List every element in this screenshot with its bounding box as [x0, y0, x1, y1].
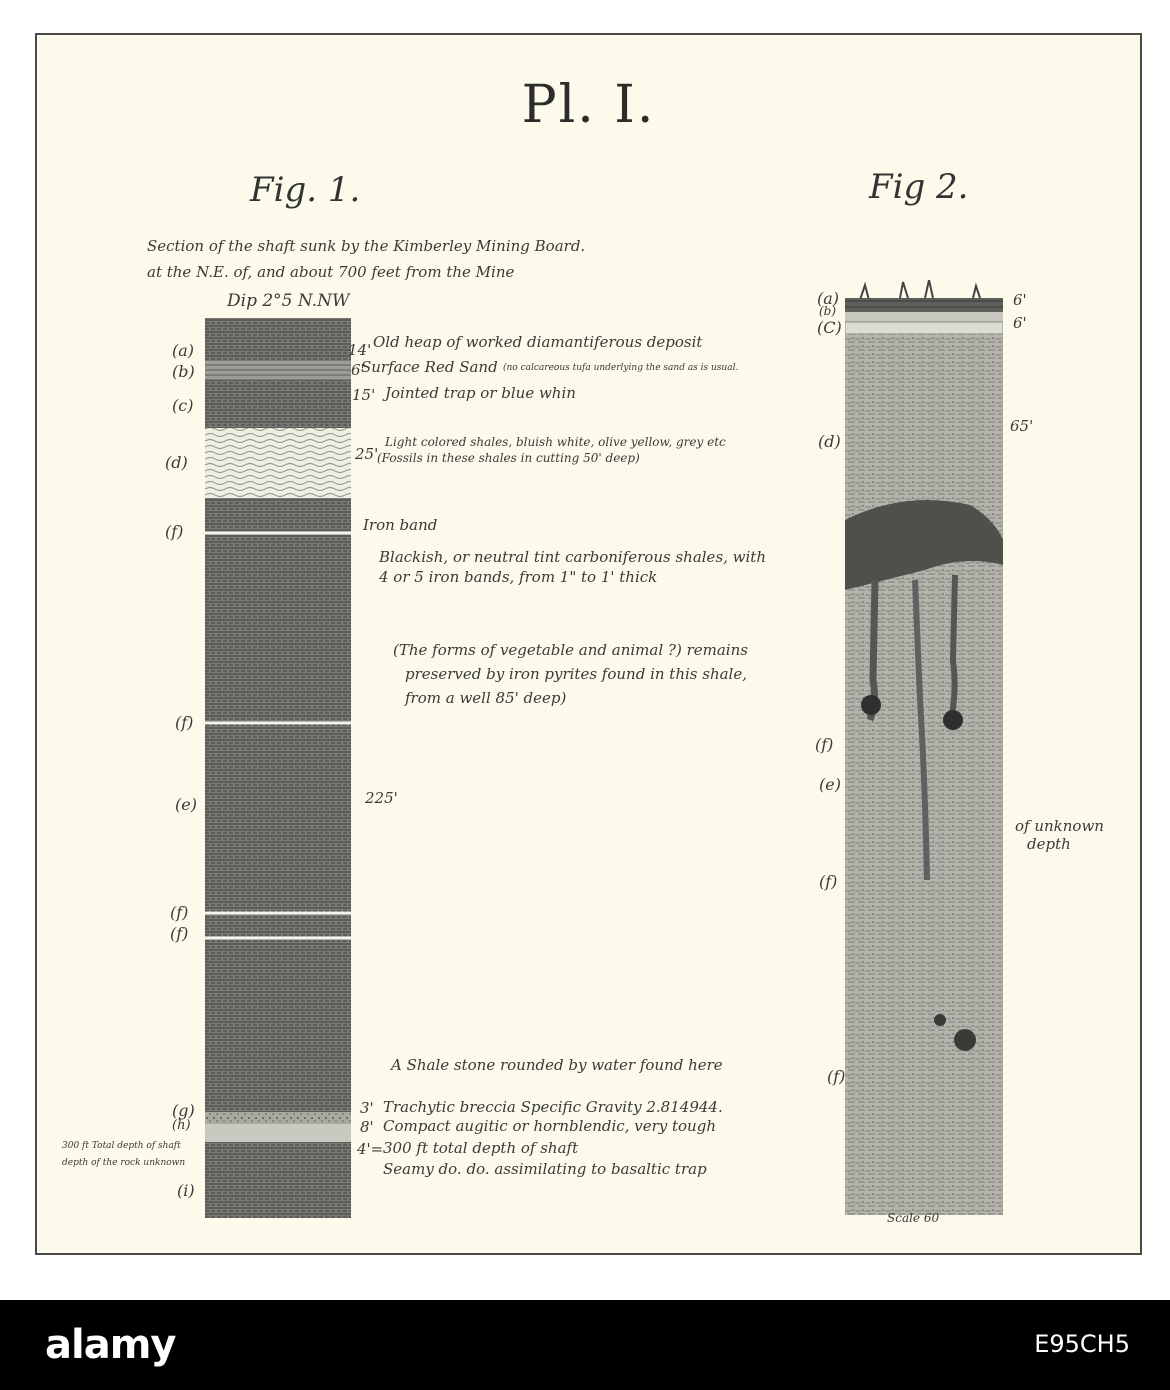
fig2-thickness-b: 6' [1013, 314, 1027, 332]
fig1-desc-b: Surface Red Sand [361, 358, 498, 376]
fig1-layer-b [205, 360, 351, 380]
fig2-unknown-depth-line2: depth [1027, 835, 1071, 853]
fig1-desc-iron-band: Iron band [363, 516, 438, 534]
fig1-thickness-i: 4'= [357, 1140, 384, 1158]
fig1-left-note-1: 300 ft Total depth of shaft [62, 1141, 181, 1151]
fig1-layer-shales [205, 498, 351, 1112]
plate-title: Pl. I. [521, 75, 656, 135]
fig1-label-b: (b) [172, 362, 195, 381]
fig1-desc-i-line2: Seamy do. do. assimilating to basaltic trap [383, 1160, 707, 1178]
fig1-thickness-g: 3' [360, 1099, 374, 1117]
fig1-thickness-e: 225' [365, 789, 398, 807]
fig2-label-e: (e) [819, 775, 841, 794]
fig1-label-c: (c) [172, 396, 194, 415]
fig1-desc-g: Trachytic breccia Specific Gravity 2.814944. [383, 1098, 723, 1116]
fig2-column [845, 280, 1003, 1215]
fig2-nodule-4 [934, 1014, 946, 1026]
fig1-layer-g [205, 1112, 351, 1124]
fig2-nodule-3 [954, 1029, 976, 1051]
fig2-label-a: (a) [817, 289, 840, 308]
fig1-desc-d-line1: Light colored shales, bluish white, olive yellow, grey etc [385, 435, 726, 449]
fig1-label-i: (i) [177, 1181, 195, 1200]
fig1-label-f4: (f) [170, 924, 189, 943]
fig2-layer-a [845, 298, 1003, 312]
fig1-desc-a: Old heap of worked diamantiferous deposit [373, 333, 703, 351]
fig1-label-f1: (f) [165, 522, 184, 541]
fig2-title: Fig 2. [869, 167, 969, 207]
fig2-label-f1: (f) [815, 735, 834, 754]
fig1-desc-b-note: (no calcareous tufa underlying the sand as is usual. [503, 363, 739, 373]
fig2-label-d: (d) [818, 432, 841, 451]
fig1-thickness-d: 25' [355, 445, 379, 463]
fig2-layer-b [845, 312, 1003, 322]
alamy-logo: alamy [45, 1322, 176, 1368]
fig1-desc-black-line2: 4 or 5 iron bands, from 1" to 1' thick [379, 568, 658, 586]
fig1-desc-stone: A Shale stone rounded by water found here [391, 1056, 723, 1074]
fig1-caption-line2: at the N.E. of, and about 700 feet from the Mine [147, 263, 515, 281]
fig1-desc-h: Compact augitic or hornblendic, very tough [383, 1117, 716, 1135]
fig1-left-note-2: depth of the rock unknown [62, 1158, 186, 1168]
fig2-nodule-2 [943, 710, 963, 730]
plate [35, 33, 1142, 1255]
fig2-thickness-a: 6' [1013, 291, 1027, 309]
fig1-label-g: (g) [172, 1101, 195, 1120]
fig1-desc-i-line1: 300 ft total depth of shaft [383, 1139, 579, 1157]
fig2-layer-c [845, 322, 1003, 334]
fig1-label-a: (a) [172, 341, 195, 360]
fig1-column [205, 318, 351, 1218]
fig1-layer-i [205, 1142, 351, 1218]
fig1-label-e: (e) [175, 795, 197, 814]
fig2-grass-tufts [860, 280, 980, 300]
fig1-layer-a [205, 318, 351, 360]
fig1-title: Fig. 1. [250, 170, 361, 210]
fig1-thickness-h: 8' [360, 1118, 374, 1136]
fig1-layer-h [205, 1124, 351, 1142]
fig1-desc-d-line2: (Fossils in these shales in cutting 50' deep) [377, 451, 640, 465]
fig1-desc-c: Jointed trap or blue whin [385, 384, 576, 402]
fig1-thickness-c: 15' [352, 386, 376, 404]
fig1-caption-line3: Dip 2°5 N.NW [227, 291, 350, 311]
fig2-label-f3: (f) [827, 1067, 846, 1086]
fig2-thickness-d: 65' [1010, 417, 1034, 435]
fig1-thickness-b: 6' [351, 361, 365, 379]
fig1-caption-line1: Section of the shaft sunk by the Kimberley Mining Board. [147, 237, 586, 255]
fig1-thickness-a: 14' [348, 341, 372, 359]
fig2-label-c: (C) [817, 318, 842, 337]
fig1-layer-d [205, 428, 351, 498]
fig1-label-h: (h) [172, 1118, 191, 1133]
fig2-vein-3 [951, 575, 955, 720]
fig2-label-b: (b) [819, 304, 837, 318]
fig1-label-f3: (f) [170, 903, 189, 922]
fig2-nodule-1 [861, 695, 881, 715]
fig1-desc-forms-line3: from a well 85' deep) [405, 689, 567, 707]
fig1-desc-black-line1: Blackish, or neutral tint carboniferous shales, with [379, 548, 766, 566]
fig2-unknown-depth-line1: of unknown [1015, 817, 1104, 835]
fig1-desc-forms-line1: (The forms of vegetable and animal ?) remains [393, 641, 748, 659]
image-id: E95CH5 [1034, 1330, 1130, 1358]
fig1-desc-forms-line2: preserved by iron pyrites found in this shale, [405, 665, 747, 683]
fig2-scale: Scale 60 [887, 1211, 940, 1225]
fig1-label-f2: (f) [175, 713, 194, 732]
fig1-label-d: (d) [165, 453, 188, 472]
footer-bar [0, 1300, 1170, 1390]
fig2-label-f2: (f) [819, 872, 838, 891]
fig1-layer-c [205, 380, 351, 428]
